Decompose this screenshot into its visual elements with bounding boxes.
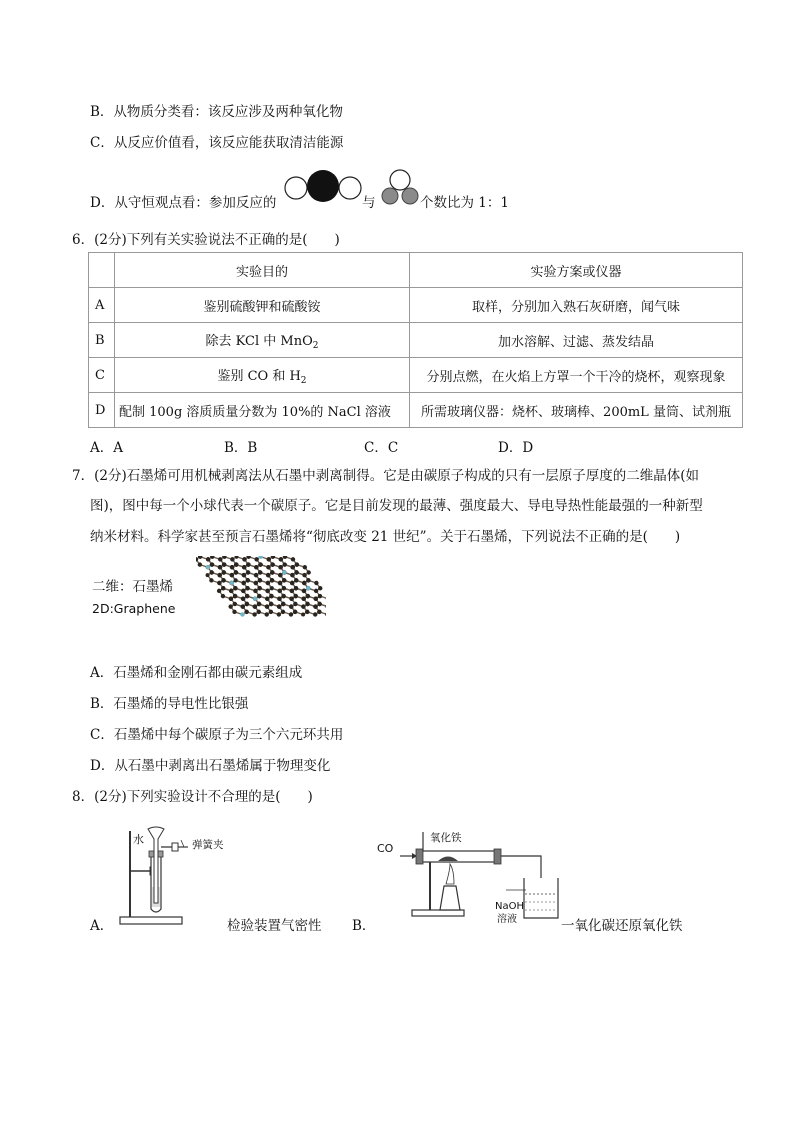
- carbon-atom: [222, 562, 226, 566]
- carbon-atom: [241, 597, 245, 601]
- carbon-atom: [270, 562, 274, 566]
- row-label: B: [89, 323, 115, 358]
- carbon-atom: [242, 565, 246, 569]
- carbon-atom: [230, 557, 234, 561]
- carbon-atom: [269, 594, 273, 598]
- carbon-atom: [257, 602, 261, 606]
- label-iron-oxide: 氧化铁: [430, 832, 462, 844]
- q6-choices: [90, 436, 650, 454]
- q6-choice-b: B．B: [224, 440, 258, 456]
- carbon-atom: [229, 597, 233, 601]
- carbon-atom: [245, 594, 249, 598]
- q5-option-c: C．从反应价值看，该反应能获取清洁能源: [90, 135, 344, 151]
- row-aim-text: 除去 KCl 中 MnO: [205, 333, 313, 349]
- row-aim: 配制 100g 溶质质量分数为 10%的 NaCl 溶液: [115, 393, 410, 428]
- graphene-lattice-image: [196, 556, 326, 650]
- carbon-atom: [301, 604, 305, 608]
- carbon-atom: [301, 613, 305, 617]
- carbon-atom: [283, 563, 287, 567]
- carbon-atom: [277, 597, 281, 601]
- carbon-atom: [258, 578, 262, 582]
- carbon-atom: [294, 570, 298, 574]
- carbon-atom: [241, 581, 245, 585]
- carbon-atom: [258, 570, 262, 574]
- q5-option-d: [90, 194, 276, 212]
- carbon-atom: [222, 570, 226, 574]
- carbon-atom: [289, 612, 293, 616]
- carbon-atom: [229, 589, 233, 593]
- carbon-atom: [294, 578, 298, 582]
- carbon-atom: [266, 573, 270, 577]
- carbon-atom: [246, 570, 250, 574]
- q7-option-b: B．石墨烯的导电性比银强: [90, 696, 249, 712]
- carbon-atom: [278, 565, 282, 569]
- carbon-atom: [234, 578, 238, 582]
- carbon-atom: [245, 586, 249, 590]
- label-co: CO: [377, 842, 394, 855]
- row-label: D: [89, 393, 115, 428]
- row-plan: 所需玻璃仪器：烧杯、玻璃棒、200mL 量筒、试剂瓶: [410, 393, 743, 428]
- carbon-atom: [325, 612, 326, 616]
- carbon-atom: [289, 597, 293, 601]
- carbon-atom: [282, 586, 286, 590]
- carbon-atom: [230, 565, 234, 569]
- table-header-label: [89, 253, 115, 288]
- carbon-atom: [253, 597, 257, 601]
- carbon-atom: [217, 573, 221, 577]
- carbon-atom: [257, 594, 261, 598]
- q5-option-d-mid: 与: [362, 195, 376, 211]
- carbon-atom: [206, 573, 210, 577]
- carbon-atom: [270, 570, 274, 574]
- q7-option-a: A．石墨烯和金刚石都由碳元素组成: [90, 665, 303, 681]
- carbon-atom: [291, 565, 295, 569]
- carbon-atom: [245, 602, 249, 606]
- carbon-atom: [206, 565, 210, 569]
- carbon-atom: [210, 556, 214, 559]
- carbon-atom: [290, 581, 294, 585]
- carbon-atom: [293, 602, 297, 606]
- carbon-atom: [253, 589, 257, 593]
- carbon-atom: [271, 556, 275, 559]
- table-row: [89, 323, 743, 358]
- row-plan: 加水溶解、过滤、蒸发结晶: [410, 323, 743, 358]
- row-aim-text: 鉴别 CO 和 H: [217, 368, 301, 384]
- carbon-atom: [242, 557, 246, 561]
- q7-stem-line1: 7．(2分)石墨烯可用机械剥离法从石墨中剥离制得。它是由碳原子构成的只有一层原子厚度的二维晶体(如: [72, 468, 699, 484]
- table-row: [89, 358, 743, 393]
- row-aim-subscript: 2: [300, 375, 307, 386]
- carbon-atom: [313, 612, 317, 616]
- carbon-atom: [318, 594, 322, 598]
- carbon-atom: [234, 562, 238, 566]
- carbon-atom: [267, 557, 271, 561]
- carbon-atom: [217, 581, 221, 585]
- graphene-figure-label2: 2D:Graphene: [92, 601, 176, 616]
- carbon-atom: [289, 604, 293, 608]
- label-naoh: NaOH: [495, 901, 524, 912]
- carbon-atom: [222, 556, 226, 559]
- carbon-atom: [318, 586, 322, 590]
- carbon-atom: [303, 565, 307, 569]
- carbon-atom: [294, 586, 298, 590]
- q8-a-caption: 检验装置气密性: [227, 918, 322, 934]
- row-aim: [115, 358, 410, 393]
- carbon-atom: [302, 589, 306, 593]
- carbon-atom: [209, 578, 213, 582]
- molecule-white-grey-grey-icon: [379, 168, 421, 206]
- carbon-atom: [265, 612, 269, 616]
- carbon-atom: [255, 557, 259, 561]
- carbon-atom: [234, 570, 238, 574]
- carbon-atom: [244, 610, 248, 614]
- carbon-atom: [306, 578, 310, 582]
- carbon-atom: [282, 578, 286, 582]
- carbon-atom: [221, 578, 225, 582]
- carbon-atom: [290, 589, 294, 593]
- carbon-atom: [210, 570, 214, 574]
- carbon-atom: [281, 602, 285, 606]
- carbon-atom: [210, 562, 214, 566]
- label-solution: 溶液: [497, 914, 517, 925]
- carbon-atom: [269, 610, 273, 614]
- carbon-atom: [291, 557, 295, 561]
- carbon-atom: [265, 589, 269, 593]
- q6-table: [88, 252, 743, 428]
- row-aim: [115, 323, 410, 358]
- carbon-atom: [281, 610, 285, 614]
- carbon-atom: [314, 597, 318, 601]
- q8-a-label: A．: [90, 918, 114, 934]
- q8-stem: 8．(2分)下列实验设计不合理的是( ): [72, 789, 313, 805]
- molecule-white-black-white-icon: [283, 168, 363, 206]
- row-plan: 取样，分别加入熟石灰研磨，闻气味: [410, 288, 743, 323]
- carbon-atom: [317, 602, 321, 606]
- carbon-atom: [270, 586, 274, 590]
- carbon-atom: [265, 597, 269, 601]
- carbon-atom: [217, 589, 221, 593]
- carbon-atom: [259, 556, 263, 559]
- carbon-atom: [218, 557, 222, 561]
- carbon-atom: [306, 586, 310, 590]
- carbon-atom: [246, 556, 250, 559]
- carbon-atom: [269, 602, 273, 606]
- carbon-atom: [278, 589, 282, 593]
- row-label: C: [89, 358, 115, 393]
- table-row: [89, 393, 743, 428]
- carbon-atom: [293, 610, 297, 614]
- carbon-atom: [253, 604, 257, 608]
- label-water: 水: [133, 833, 144, 846]
- carbon-atom: [317, 610, 321, 614]
- carbon-atom: [232, 610, 236, 614]
- carbon-atom: [277, 612, 281, 616]
- co-reduction-apparatus-image: [376, 820, 562, 926]
- carbon-atom: [233, 594, 237, 598]
- q7-option-d: D．从石墨中剥离出石墨烯属于物理变化: [90, 758, 331, 774]
- carbon-atom: [313, 604, 317, 608]
- q6-choice-a: A．A: [90, 440, 123, 456]
- table-header-row: [89, 253, 743, 288]
- q5-option-b: B．从物质分类看：该反应涉及两种氧化物: [90, 104, 343, 120]
- carbon-atom: [246, 578, 250, 582]
- carbon-atom: [301, 597, 305, 601]
- carbon-atom: [198, 562, 202, 566]
- q5-option-d-suffix: 个数比为 1：1: [420, 195, 509, 211]
- q7-stem-line3: 纳米材料。科学家甚至预言石墨烯将“彻底改变 21 世纪”。关于石墨烯，下列说法不正确的是( ): [90, 529, 681, 545]
- carbon-atom: [257, 586, 261, 590]
- q6-stem: 6．(2分)下列有关实验说法不正确的是( ): [72, 232, 340, 248]
- carbon-atom: [242, 573, 246, 577]
- carbon-atom: [265, 604, 269, 608]
- table-header-plan: 实验方案或仪器: [410, 253, 743, 288]
- carbon-atom: [278, 573, 282, 577]
- carbon-atom: [281, 594, 285, 598]
- carbon-atom: [206, 557, 210, 561]
- q6-choice-d: D．D: [498, 440, 534, 456]
- carbon-atom: [302, 581, 306, 585]
- table-row: [89, 288, 743, 323]
- carbon-atom: [303, 573, 307, 577]
- carbon-atom: [233, 602, 237, 606]
- carbon-atom: [270, 578, 274, 582]
- q8-b-caption: 一氧化碳还原氧化铁: [561, 918, 683, 934]
- q8-b-label: B．: [352, 918, 376, 934]
- carbon-atom: [294, 594, 298, 598]
- carbon-atom: [218, 565, 222, 569]
- carbon-atom: [241, 605, 245, 609]
- carbon-atom: [246, 562, 250, 566]
- carbon-atom: [254, 573, 258, 577]
- q5-option-d-prefix: D．从守恒观点看：参加反应的: [90, 195, 277, 211]
- carbon-atom: [278, 581, 282, 585]
- carbon-atom: [314, 581, 318, 585]
- carbon-atom: [258, 562, 262, 566]
- carbon-atom: [228, 604, 232, 608]
- carbon-atom: [305, 602, 309, 606]
- label-spring-clamp: 弹簧夹: [192, 839, 224, 851]
- carbon-atom: [257, 610, 261, 614]
- graphene-figure-label1: 二维：石墨烯: [92, 579, 173, 595]
- q7-option-c: C．石墨烯中每个碳原子为三个六元环共用: [90, 727, 344, 743]
- carbon-atom: [221, 594, 225, 598]
- carbon-atom: [277, 604, 281, 608]
- row-plan: 分别点燃，在火焰上方罩一个干冷的烧杯，观察现象: [410, 358, 743, 393]
- carbon-atom: [198, 556, 202, 559]
- carbon-atom: [254, 581, 258, 585]
- carbon-atom: [229, 581, 233, 585]
- carbon-atom: [221, 586, 225, 590]
- carbon-atom: [266, 565, 270, 569]
- carbon-atom: [306, 594, 310, 598]
- carbon-atom: [230, 573, 234, 577]
- carbon-atom: [295, 562, 299, 566]
- carbon-atom: [282, 570, 286, 574]
- carbon-atom: [252, 612, 256, 616]
- carbon-atom: [240, 612, 244, 616]
- table-header-aim: 实验目的: [115, 253, 410, 288]
- carbon-atom: [290, 573, 294, 577]
- row-label: A: [89, 288, 115, 323]
- carbon-atom: [305, 610, 309, 614]
- carbon-atom: [266, 581, 270, 585]
- carbon-atom: [306, 570, 310, 574]
- carbon-atom: [279, 557, 283, 561]
- row-aim: 鉴别硫酸钾和硫酸铵: [115, 288, 410, 323]
- q6-choice-c: C．C: [364, 440, 399, 456]
- carbon-atom: [254, 565, 258, 569]
- carbon-atom: [314, 589, 318, 593]
- carbon-atom: [325, 604, 326, 608]
- q7-stem-line2: 图)，图中每一个小球代表一个碳原子。它是目前发现的最薄、强度最大、导电导热性能最强的一种新型: [90, 498, 703, 514]
- row-aim-subscript: 2: [312, 340, 319, 351]
- carbon-atom: [233, 586, 237, 590]
- carbon-atom: [283, 556, 287, 559]
- carbon-atom: [241, 589, 245, 593]
